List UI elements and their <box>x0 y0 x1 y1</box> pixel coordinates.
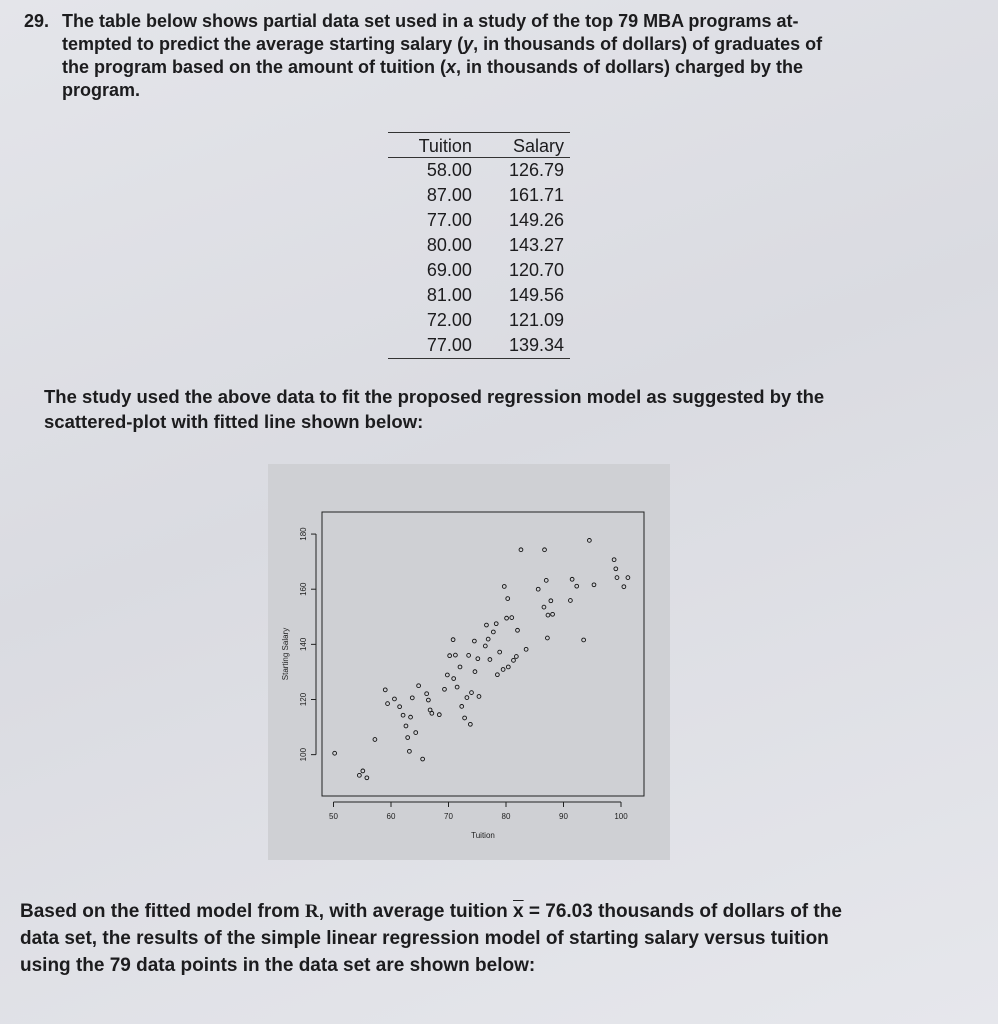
data-point <box>575 584 579 588</box>
tuition-cell: 77.00 <box>426 335 472 355</box>
salary-cell: 121.09 <box>508 310 564 330</box>
data-point <box>452 677 456 681</box>
data-table <box>388 132 570 359</box>
data-point <box>592 583 596 587</box>
x-tick-label: 100 <box>614 812 628 821</box>
data-point <box>514 655 518 659</box>
data-point <box>445 673 449 677</box>
data-point <box>486 637 490 641</box>
table-row <box>388 283 570 308</box>
paragraph-model-intro <box>44 384 924 434</box>
data-point <box>544 578 548 582</box>
data-point <box>408 749 412 753</box>
tuition-cell: 87.00 <box>426 185 472 205</box>
scatter-plot-figure <box>268 464 670 860</box>
data-point <box>519 548 523 552</box>
y-tick-label: 120 <box>299 692 308 707</box>
data-point <box>516 628 520 632</box>
tuition-cell: 69.00 <box>426 260 472 280</box>
tuition-cell: 80.00 <box>426 235 472 255</box>
data-point <box>404 724 408 728</box>
data-point <box>570 577 574 581</box>
data-point <box>510 616 514 620</box>
data-point <box>582 638 586 642</box>
y-tick-label: 140 <box>299 637 308 652</box>
data-point <box>425 692 429 696</box>
table-row <box>388 258 570 283</box>
data-point <box>615 576 619 580</box>
data-point <box>426 698 430 702</box>
salary-cell: 143.27 <box>508 235 564 255</box>
data-point <box>458 665 462 669</box>
salary-header: Salary <box>512 136 564 156</box>
paragraph3-line-1: Based on the fitted model from R, with average tuition $\overline{x} = 76.03$ thousands of dollars of the <box>20 901 842 922</box>
paragraph3-line-3: using the 79 data points in the data set are shown below: <box>20 955 536 976</box>
table-header-row <box>388 133 570 158</box>
table-row <box>388 308 570 333</box>
data-point <box>614 567 618 571</box>
data-point <box>401 713 405 717</box>
table-row <box>388 233 570 258</box>
data-point <box>505 616 509 620</box>
data-point <box>468 722 472 726</box>
data-point <box>455 685 459 689</box>
data-point <box>536 587 540 591</box>
x-bar-symbol: $\overline{x}$ <box>513 901 524 922</box>
data-point <box>454 653 458 657</box>
data-point <box>333 751 337 755</box>
paragraph-results-intro <box>20 898 940 979</box>
data-point <box>357 773 361 777</box>
data-point <box>485 623 489 627</box>
data-point <box>443 687 447 691</box>
tuition-cell: 81.00 <box>426 285 472 305</box>
problem-line-3: the program based on the amount of tuition (x, in thousands of dollars) charged by the <box>62 57 804 77</box>
data-point <box>491 630 495 634</box>
salary-cell: 149.56 <box>508 285 564 305</box>
data-point <box>569 599 573 603</box>
problem-line-2: tempted to predict the average starting salary (y, in thousands of dollars) of graduates of <box>62 34 823 54</box>
salary-cell: 139.34 <box>508 335 564 355</box>
data-point <box>393 697 397 701</box>
data-point <box>383 688 387 692</box>
data-point <box>612 558 616 562</box>
data-point <box>546 636 550 640</box>
paragraph2-line-1: The study used the above data to fit the proposed regression model as suggested by the <box>44 386 825 407</box>
data-point <box>470 691 474 695</box>
table-row <box>388 158 570 184</box>
data-point <box>414 731 418 735</box>
tuition-cell: 72.00 <box>426 310 472 330</box>
data-point <box>477 695 481 699</box>
data-point <box>543 548 547 552</box>
problem-statement <box>24 10 929 102</box>
y-tick-label: 100 <box>299 747 308 762</box>
data-point <box>373 738 377 742</box>
x-tick-label: 70 <box>444 812 453 821</box>
data-point <box>465 696 469 700</box>
x-tick-label: 80 <box>501 812 511 821</box>
table-row <box>388 208 570 233</box>
data-point <box>498 650 502 654</box>
data-point <box>501 668 505 672</box>
data-point <box>421 757 425 761</box>
plot-frame <box>322 512 644 796</box>
data-point <box>451 638 455 642</box>
problem-text <box>24 10 929 102</box>
data-point <box>506 597 510 601</box>
data-point <box>361 769 365 773</box>
paragraph2-line-2: scattered-plot with fitted line shown below: <box>44 411 424 432</box>
data-point <box>506 665 510 669</box>
data-point <box>494 622 498 626</box>
table-body <box>388 158 570 359</box>
data-point <box>467 653 471 657</box>
data-point <box>398 705 402 709</box>
data-point <box>472 639 476 643</box>
data-point <box>626 576 630 580</box>
data-point <box>406 736 410 740</box>
data-point <box>386 702 390 706</box>
data-point <box>430 711 434 715</box>
r-software-name: R <box>305 901 319 922</box>
problem-line-4: program. <box>62 80 141 100</box>
data-point <box>488 658 492 662</box>
data-point <box>549 599 553 603</box>
x-tick-label: 50 <box>329 812 338 821</box>
data-point <box>483 644 487 648</box>
tuition-cell: 58.00 <box>426 160 472 180</box>
data-point <box>365 776 369 780</box>
y-tick-label: 160 <box>299 582 308 596</box>
data-point <box>463 716 467 720</box>
salary-cell: 126.79 <box>508 160 564 180</box>
data-point <box>495 673 499 677</box>
scatter-plot <box>268 464 670 860</box>
table-row <box>388 183 570 208</box>
y-variable: y <box>463 34 474 54</box>
data-point <box>410 696 414 700</box>
data-point <box>417 684 421 688</box>
data-point <box>476 657 480 661</box>
data-point <box>542 605 546 609</box>
tuition-cell: 77.00 <box>426 210 472 230</box>
table-row <box>388 333 570 359</box>
data-point <box>448 654 452 658</box>
data-point <box>502 585 506 589</box>
salary-cell: 149.26 <box>508 210 564 230</box>
problem-number: 29. <box>24 11 50 31</box>
data-point <box>512 658 516 662</box>
problem-line-1: The table below shows partial data set used in a study of the top 79 MBA programs at- <box>62 11 799 31</box>
paragraph3-line-2: data set, the results of the simple linear regression model of starting salary versus tuition <box>20 928 829 949</box>
data-point <box>546 613 550 617</box>
tuition-header: Tuition <box>418 136 472 156</box>
data-point <box>524 647 528 651</box>
data-point <box>473 670 477 674</box>
data-point <box>587 539 591 543</box>
data-point <box>551 612 555 616</box>
x-tick-label: 60 <box>386 812 396 821</box>
y-tick-label: 180 <box>299 527 308 541</box>
x-variable: x <box>446 57 457 77</box>
x-tick-label: 90 <box>559 812 568 821</box>
data-point <box>437 713 441 717</box>
salary-cell: 120.70 <box>508 260 564 280</box>
x-axis-label: Tuition <box>471 831 495 840</box>
data-point <box>409 715 413 719</box>
salary-cell: 161.71 <box>508 185 564 205</box>
y-axis-label: Starting Salary <box>281 627 290 681</box>
data-point <box>460 704 464 708</box>
data-point <box>622 585 626 589</box>
